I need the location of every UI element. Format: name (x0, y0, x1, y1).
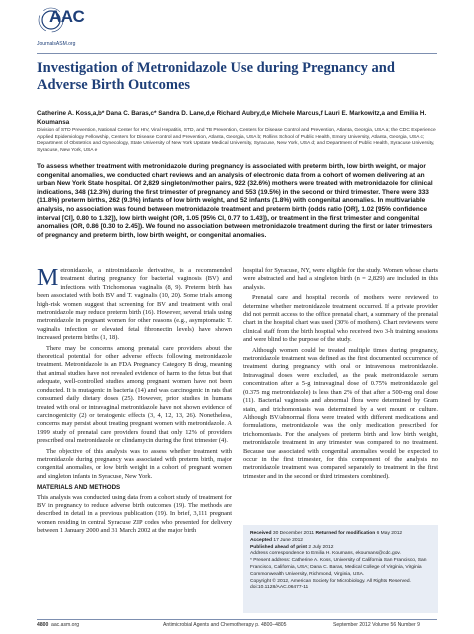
methods-paragraph-4: Although women could be treated multiple times during pregnancy, metronidazole treatment was defined as the first documented occurrence of treatment during pregnancy with oral or intravenous metronidazole. Intravaginal doses were excluded, as the peak metronidazole serum concentration after a 5-g intravaginal dose of 0.75% metronidazole gel (0.375 mg metronidazole) is less than 2% of that after a 500-mg oral dose (11). Bacterial vaginosis and abnormal flora were determined by Gram stain, and trichomoniasis was determined by a wet mount or culture. Although BV/abnormal flora were treated with different medications and formulations, metronidazole was the only medication prescribed for trichomoniasis. For the analyses of preterm birth and low birth weight, metronidazole treatment in any trimester was compared to no treatment. Because use associated with congenital anomalies would be expected to occur in the first trimester, for this component of the analysis no metronidazole treatment was compared separately to treatment in the first trimester and in the second or third trimesters combined). (243, 346, 438, 480)
correspondence[interactable]: Address correspondence to Emilia H. Koumans, ekoumans@cdc.gov. (250, 551, 401, 557)
right-column (243, 267, 438, 483)
intro-paragraph-1 (37, 267, 232, 343)
journal-url[interactable]: JournalsASM.org (37, 41, 76, 47)
issue-date: September 2012 Volume 56 Number 9 (333, 622, 420, 628)
author-list: Catherine A. Koss,a,b* Dana C. Baras,c* Sandra D. Lane,d,e Richard Aubry,d,e Michele Marcus,f Lauri E. Markowitz,a and Emilia H. Koumansa (37, 110, 427, 126)
accepted-line (250, 538, 431, 545)
left-column (37, 267, 232, 538)
header-divider (37, 53, 437, 54)
published-value: 2 July 2012 (308, 544, 334, 550)
drop-cap: M (37, 265, 59, 291)
footer-divider (37, 619, 437, 620)
methods-paragraph-2: hospital for Syracuse, NY, were eligible for the study. Women whose charts were abstracted and had a singleton birth (n = 2,829) are included in this analysis. (243, 267, 438, 291)
article-info-box (243, 525, 438, 613)
doi[interactable]: doi:10.1128/AAC.06477-11 (250, 585, 309, 591)
accepted-value: 17 June 2012 (273, 537, 304, 543)
article-title: Investigation of Metronidazole Use during Pregnancy and Adverse Birth Outcomes (37, 60, 395, 93)
published-label: Published ahead of print (250, 544, 308, 550)
received-line (250, 531, 431, 538)
section-heading-methods: MATERIALS AND METHODS (37, 484, 121, 492)
returned-value: 6 May 2012 (376, 531, 403, 536)
intro-paragraph-3: The objective of this analysis was to assess whether treatment with metronidazole during pregnancy was associated with preterm birth, major congenital anomalies, or low birth weight in a cohort of pregnant women and singleton infants in Syracuse, New York. (37, 447, 232, 480)
returned-label: Returned for modification (315, 531, 376, 536)
affiliations: Division of STD Prevention, National Center for HIV, Viral Hepatitis, STD, and TB Prevention, Centers for Disease Control and Prevention, Atlanta, Georgia, USA a; the CDC Experience Applied Epidemiology Fellowship, Centers for Disease Control and Prevention, Atlanta, Georgia, USA b; Rollins School of Public Health, Emory University, Atlanta, Georgia, USA c; Department of Obstetrics and Gynecology, State University of New York Upstate Medical University, Syracuse, New York, USA d; and Department of Public Health, Syracuse University, Syracuse, New York, USA e (37, 128, 436, 153)
journal-citation: Antimicrobial Agents and Chemotherapy p. 4800–4805 (163, 622, 287, 628)
intro-paragraph-2: There may be concerns among prenatal care providers about the theoretical potential for other adverse effects following metronidazole treatment. Metronidazole is an FDA Pregnancy Category B drug, meaning that animal studies have not revealed evidence of harm to the fetus but that adequate, well-controlled studies among pregnant women have not been conducted. It is mutagenic in bacteria (14) and was carcinogenic in rats that consumed daily dietary doses (25). However, prior studies in humans treated with oral or intravaginal metronidazole have not shown evidence of carcinogenicity (2) or teratogenic effects (3, 4, 12, 13, 26). Nonetheless, concerns may persist about treating pregnant women with metronidazole. A 1999 study of prenatal care providers found that only 12% of providers prescribed oral metronidazole or clindamycin during the first trimester (4). (37, 344, 232, 445)
received-value: 30 December 2011 (272, 531, 315, 536)
accepted-label: Accepted (250, 537, 273, 543)
methods-paragraph-3: Prenatal care and hospital records of mothers were reviewed to determine whether metronidazole treatment occurred. If a private provider did not permit access to the office prenatal chart, a summary of the prenatal chart in the hospital chart was used (30% of mothers). Chart reviewers were clinical staff from the birth hospital who received two 3-h training sessions and were blind to the purpose of the study. (243, 294, 438, 344)
page-number: 4800 (37, 622, 49, 628)
logo-text: AAC (49, 7, 85, 26)
journal-logo (37, 6, 85, 42)
methods-paragraph-1: This analysis was conducted using data from a cohort study of treatment for BV in pregnancy to reduce adverse birth outcomes (19). The methods are described in detail in a previous publication (19). In brief, 3,111 pregnant women residing in central Syracuse ZIP codes who presented for delivery between 1 January 2000 and 31 March 2002 at the major birth (37, 493, 232, 535)
journal-site[interactable]: aac.asm.org (51, 622, 80, 628)
copyright: Copyright © 2012, American Society for Microbiology. All Rights Reserved. (250, 578, 411, 584)
abstract: To assess whether treatment with metronidazole during pregnancy is associated with preterm birth, low birth weight, or major congenital anomalies, we conducted chart reviews and an analysis of electronic data from a cohort of women delivering at an urban New York State hospital. Of 2,829 singleton/mother pairs, 922 (32.6%) mothers were treated with metronidazole for clinical indications, 348 (12.3%) during the first trimester of pregnancy and 553 (19.5%) in the second or third trimester. There were 333 (11.8%) preterm births, 262 (9.3%) infants of low birth weight, and 52 infants (1.8%) with congenital anomalies. In multivariable analysis, no association was found between metronidazole treatment and preterm birth (odds ratio [OR], 1.02 [95% confidence interval [CI], 0.80 to 1.32]), low birth weight (OR, 1.05 [95% CI, 0.77 to 1.43]), or treatment in the first trimester and congenital anomalies (OR, 0.86 [0.30 to 2.45]). We found no association between metronidazole treatment during the first or later trimesters of pregnancy and preterm birth, low birth weight, or congenital anomalies. (37, 163, 433, 239)
received-label: Received (250, 531, 272, 536)
present-address: * Present address: Catherine A. Koss, University of California San Francisco, San Francisco, California, USA; Dana C. Baras, Medical College of Virginia, Virginia Commonwealth University, Richmond, Virginia, USA. (250, 558, 427, 577)
intro-paragraph-1-text: etronidazole, a nitroimidazole derivative, is a recommended treatment during pregnancy for bacterial vaginosis (BV) and infections with Trichomonas vaginalis (8, 9). Preterm birth has been associated with both BV and T. vaginalis (10, 20). Some trials among high-risk women suggest that screening for BV and treatment with oral metronidazole may reduce preterm birth (16). However, several trials using metronidazole in pregnant women for other reasons (e.g., asymptomatic T. vaginalis infection or elevated fetal fibronectin levels) have shown increased preterm births (1, 18). (37, 267, 232, 342)
